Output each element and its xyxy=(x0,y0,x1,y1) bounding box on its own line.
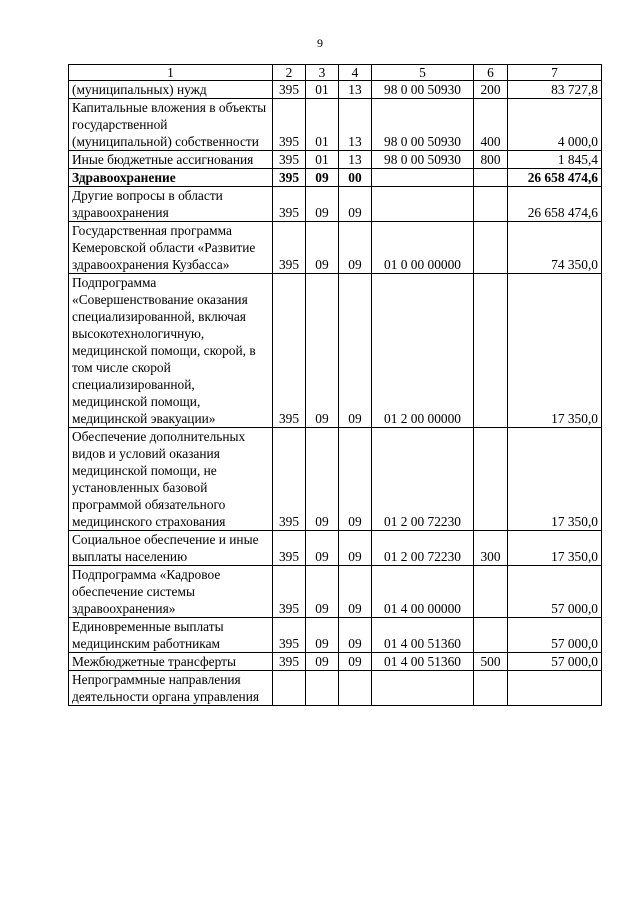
section-code-cell: 01 xyxy=(306,81,339,99)
row-name-cell: Здравоохранение xyxy=(69,169,273,187)
ministry-code-cell: 395 xyxy=(273,428,306,531)
target-article-cell: 01 4 00 51360 xyxy=(372,653,474,671)
ministry-code-cell xyxy=(273,671,306,706)
amount-cell: 17 350,0 xyxy=(508,531,602,566)
table-row xyxy=(69,531,602,566)
target-article-cell xyxy=(372,169,474,187)
expense-type-cell xyxy=(474,169,508,187)
table-row xyxy=(69,274,602,428)
amount-cell: 4 000,0 xyxy=(508,99,602,151)
amount-cell xyxy=(508,671,602,706)
table-row xyxy=(69,169,602,187)
target-article-cell: 98 0 00 50930 xyxy=(372,99,474,151)
subsection-code-cell: 13 xyxy=(339,151,372,169)
column-header: 3 xyxy=(306,65,339,81)
subsection-code-cell xyxy=(339,671,372,706)
row-name-cell: Единовременные выплаты медицинским работникам xyxy=(69,618,273,653)
expense-type-cell xyxy=(474,671,508,706)
subsection-code-cell: 13 xyxy=(339,81,372,99)
target-article-cell: 98 0 00 50930 xyxy=(372,81,474,99)
ministry-code-cell: 395 xyxy=(273,274,306,428)
row-name-cell: Межбюджетные трансферты xyxy=(69,653,273,671)
section-code-cell: 09 xyxy=(306,618,339,653)
amount-cell: 17 350,0 xyxy=(508,428,602,531)
amount-cell: 26 658 474,6 xyxy=(508,169,602,187)
section-code-cell: 09 xyxy=(306,274,339,428)
column-header: 1 xyxy=(69,65,273,81)
column-header: 4 xyxy=(339,65,372,81)
ministry-code-cell: 395 xyxy=(273,81,306,99)
expense-type-cell xyxy=(474,428,508,531)
table-row xyxy=(69,671,602,706)
ministry-code-cell: 395 xyxy=(273,187,306,222)
subsection-code-cell: 09 xyxy=(339,428,372,531)
row-name-cell: Социальное обеспечение и иные выплаты населению xyxy=(69,531,273,566)
table-row xyxy=(69,566,602,618)
amount-cell: 1 845,4 xyxy=(508,151,602,169)
subsection-code-cell: 09 xyxy=(339,618,372,653)
expense-type-cell: 300 xyxy=(474,531,508,566)
ministry-code-cell: 395 xyxy=(273,566,306,618)
target-article-cell: 01 4 00 00000 xyxy=(372,566,474,618)
ministry-code-cell: 395 xyxy=(273,618,306,653)
ministry-code-cell: 395 xyxy=(273,151,306,169)
ministry-code-cell: 395 xyxy=(273,531,306,566)
column-header: 7 xyxy=(508,65,602,81)
table-row xyxy=(69,653,602,671)
subsection-code-cell: 13 xyxy=(339,99,372,151)
section-code-cell: 01 xyxy=(306,99,339,151)
amount-cell: 57 000,0 xyxy=(508,618,602,653)
section-code-cell: 09 xyxy=(306,653,339,671)
subsection-code-cell: 09 xyxy=(339,187,372,222)
row-name-cell: Подпрограмма «Совершенствование оказания специализированной, включая высокотехнологичную, медицинской помощи, скорой, в том числе скорой специализированной, медицинской помощи, медицинской эвакуации» xyxy=(69,274,273,428)
subsection-code-cell: 09 xyxy=(339,531,372,566)
table-row xyxy=(69,222,602,274)
expense-type-cell xyxy=(474,618,508,653)
ministry-code-cell: 395 xyxy=(273,169,306,187)
expense-type-cell xyxy=(474,566,508,618)
ministry-code-cell: 395 xyxy=(273,222,306,274)
column-header: 6 xyxy=(474,65,508,81)
expense-type-cell: 200 xyxy=(474,81,508,99)
row-name-cell: Иные бюджетные ассигнования xyxy=(69,151,273,169)
expense-type-cell xyxy=(474,274,508,428)
table-row xyxy=(69,151,602,169)
expense-type-cell xyxy=(474,222,508,274)
ministry-code-cell: 395 xyxy=(273,99,306,151)
row-name-cell: Капитальные вложения в объекты государственной (муниципальной) собственности xyxy=(69,99,273,151)
amount-cell: 83 727,8 xyxy=(508,81,602,99)
section-code-cell: 09 xyxy=(306,531,339,566)
table-body xyxy=(69,81,602,706)
subsection-code-cell: 09 xyxy=(339,653,372,671)
row-name-cell: Другие вопросы в области здравоохранения xyxy=(69,187,273,222)
table-row xyxy=(69,618,602,653)
expense-type-cell: 800 xyxy=(474,151,508,169)
target-article-cell: 01 0 00 00000 xyxy=(372,222,474,274)
target-article-cell: 01 4 00 51360 xyxy=(372,618,474,653)
section-code-cell: 09 xyxy=(306,187,339,222)
section-code-cell: 09 xyxy=(306,428,339,531)
section-code-cell: 09 xyxy=(306,566,339,618)
section-code-cell: 09 xyxy=(306,222,339,274)
ministry-code-cell: 395 xyxy=(273,653,306,671)
row-name-cell: (муниципальных) нужд xyxy=(69,81,273,99)
amount-cell: 26 658 474,6 xyxy=(508,187,602,222)
amount-cell: 57 000,0 xyxy=(508,653,602,671)
budget-table xyxy=(68,64,602,706)
subsection-code-cell: 09 xyxy=(339,274,372,428)
subsection-code-cell: 09 xyxy=(339,222,372,274)
amount-cell: 17 350,0 xyxy=(508,274,602,428)
amount-cell: 57 000,0 xyxy=(508,566,602,618)
table-row xyxy=(69,428,602,531)
section-code-cell xyxy=(306,671,339,706)
column-header: 2 xyxy=(273,65,306,81)
expense-type-cell: 500 xyxy=(474,653,508,671)
target-article-cell: 01 2 00 72230 xyxy=(372,428,474,531)
target-article-cell xyxy=(372,671,474,706)
subsection-code-cell: 09 xyxy=(339,566,372,618)
section-code-cell: 01 xyxy=(306,151,339,169)
expense-type-cell xyxy=(474,187,508,222)
amount-cell: 74 350,0 xyxy=(508,222,602,274)
table-row xyxy=(69,187,602,222)
target-article-cell: 01 2 00 00000 xyxy=(372,274,474,428)
row-name-cell: Непрограммные направления деятельности органа управления xyxy=(69,671,273,706)
expense-type-cell: 400 xyxy=(474,99,508,151)
table-header-row xyxy=(69,65,602,81)
section-code-cell: 09 xyxy=(306,169,339,187)
target-article-cell: 98 0 00 50930 xyxy=(372,151,474,169)
column-header: 5 xyxy=(372,65,474,81)
row-name-cell: Подпрограмма «Кадровое обеспечение системы здравоохранения» xyxy=(69,566,273,618)
subsection-code-cell: 00 xyxy=(339,169,372,187)
table-row xyxy=(69,99,602,151)
row-name-cell: Государственная программа Кемеровской области «Развитие здравоохранения Кузбасса» xyxy=(69,222,273,274)
page-number: 9 xyxy=(317,36,323,50)
target-article-cell: 01 2 00 72230 xyxy=(372,531,474,566)
target-article-cell xyxy=(372,187,474,222)
row-name-cell: Обеспечение дополнительных видов и условий оказания медицинской помощи, не установленных базовой программой обязательного медицинского страхования xyxy=(69,428,273,531)
table-row xyxy=(69,81,602,99)
